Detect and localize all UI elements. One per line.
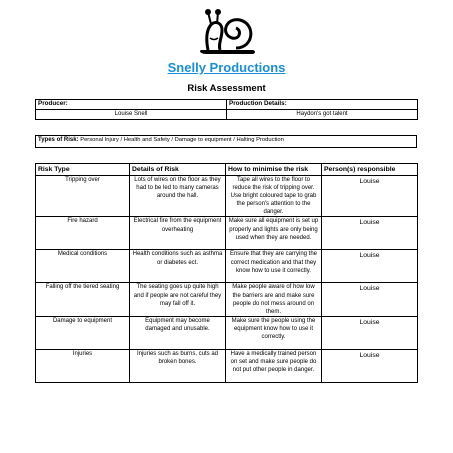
minimise-cell: Have a medically trained person on set and make sure people do not put other people in danger. — [226, 349, 322, 382]
header-risk-type: Risk Type — [36, 164, 130, 176]
production-details-value: Haydon's got talent — [227, 110, 418, 120]
details-cell: Health conditions such as asthma or diabetes ect. — [130, 250, 226, 283]
person-cell: Louise — [322, 283, 418, 316]
table-header-row — [36, 164, 418, 176]
risk-types-label: Types of Risk: — [38, 137, 79, 143]
risk-type-cell: Falling off the tiered seating — [36, 283, 130, 316]
table-row — [36, 176, 418, 217]
production-details-label: Production Details: — [227, 100, 418, 110]
snail-icon — [196, 6, 260, 58]
details-cell: Injuries such as burns, cuts ad broken bones. — [130, 349, 226, 382]
table-row — [36, 316, 418, 349]
table-row — [36, 283, 418, 316]
minimise-cell: Tape all wires to the floor to reduce the risk of tripping over. Use bright coloured tape to grab the person's attention to the danger. — [226, 176, 322, 217]
producer-value: Louise Snell — [36, 110, 227, 120]
risk-table — [35, 163, 418, 383]
brand-name: Snelly Productions — [167, 60, 286, 75]
header-details: Details of Risk — [130, 164, 226, 176]
minimise-cell: Make sure the people using the equipment know how to use it correctly. — [226, 316, 322, 349]
person-cell: Louise — [322, 217, 418, 250]
header-minimise: How to minimise the risk — [226, 164, 322, 176]
details-cell: The seating goes up quite high and if people are not careful they may fall off it. — [130, 283, 226, 316]
header-person: Person(s) responsible — [322, 164, 418, 176]
details-cell: Electrical fire from the equipment overheating — [130, 217, 226, 250]
risk-types-table — [35, 135, 417, 148]
details-cell: Equipment may become damaged and unusable. — [130, 316, 226, 349]
minimise-cell: Make people aware of how low the barriers are and make sure people do not mess around on them. — [226, 283, 322, 316]
producer-table — [35, 99, 418, 120]
doc-title: Risk Assessment — [187, 83, 266, 94]
risk-type-cell: Medical conditions — [36, 250, 130, 283]
minimise-cell: Ensure that they are carrying the correct medication and that they know how to use it correctly. — [226, 250, 322, 283]
risk-type-cell: Fire hazard — [36, 217, 130, 250]
table-row — [36, 349, 418, 382]
producer-label: Producer: — [36, 100, 227, 110]
details-cell: Lots of wires on the floor as they had to be led to many cameras around the hall. — [130, 176, 226, 217]
person-cell: Louise — [322, 316, 418, 349]
minimise-cell: Make sure all equipment is set up properly and lights are only being used when they are needed. — [226, 217, 322, 250]
risk-type-cell: Tripping over — [36, 176, 130, 217]
risk-types-value: Personal Injury / Health and Safety / Damage to equipment / Halting Production — [80, 137, 284, 143]
risk-types-cell — [36, 136, 417, 148]
table-row — [36, 250, 418, 283]
risk-type-cell: Injuries — [36, 349, 130, 382]
risk-type-cell: Damage to equipment — [36, 316, 130, 349]
table-row — [36, 217, 418, 250]
person-cell: Louise — [322, 349, 418, 382]
person-cell: Louise — [322, 250, 418, 283]
person-cell: Louise — [322, 176, 418, 217]
